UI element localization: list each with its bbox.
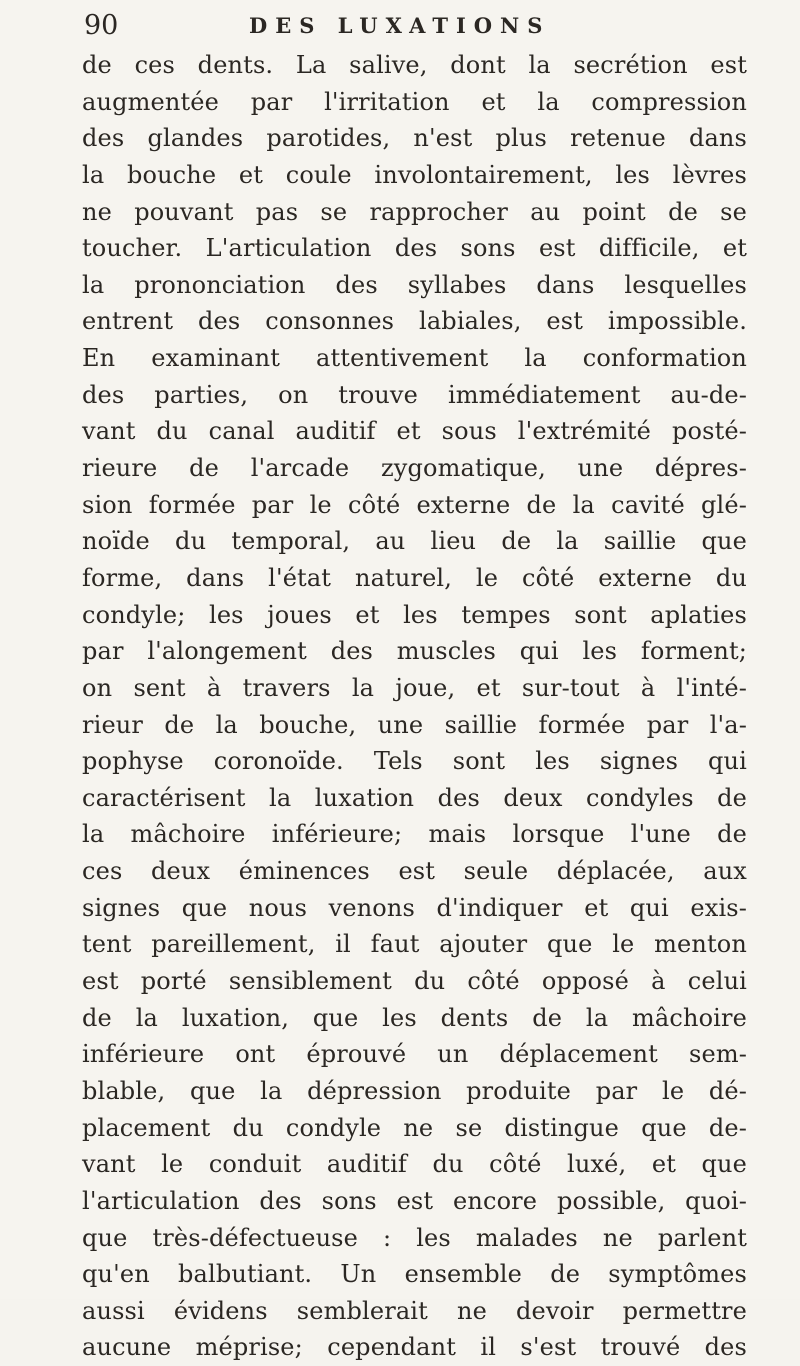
text-line: noïde du temporal, au lieu de la saillie que	[82, 527, 747, 556]
text-line: est porté sensiblement du côté opposé à celui	[82, 967, 747, 996]
text-line: on sent à travers la joue, et sur-tout à l'inté-	[82, 673, 747, 702]
text-line: vant le conduit auditif du côté luxé, et que	[82, 1150, 747, 1179]
text-line: rieure de l'arcade zygomatique, une dépres-	[82, 454, 747, 483]
text-line: pophyse coronoïde. Tels sont les signes qui	[82, 747, 747, 776]
text-line: En examinant attentivement la conformation	[82, 344, 747, 373]
text-line: condyle; les joues et les tempes sont aplaties	[82, 600, 747, 629]
running-title: DES LUXATIONS	[249, 13, 551, 38]
text-line: sion formée par le côté externe de la cavité glé-	[82, 490, 747, 519]
text-line: vant du canal auditif et sous l'extrémité posté-	[82, 417, 747, 446]
text-line: ne pouvant pas se rapprocher au point de se	[82, 197, 747, 226]
text-line: de la luxation, que les dents de la mâchoire	[82, 1003, 747, 1032]
text-line: qu'en balbutiant. Un ensemble de symptômes	[82, 1260, 747, 1289]
text-line: augmentée par l'irritation et la compression	[82, 87, 747, 116]
text-line: signes que nous venons d'indiquer et qui exis-	[82, 893, 747, 922]
text-line: de ces dents. La salive, dont la secrétion est	[82, 51, 747, 79]
text-line: ces deux éminences est seule déplacée, aux	[82, 857, 747, 886]
text-line: des glandes parotides, n'est plus retenue dans	[82, 124, 747, 153]
page-header	[84, 8, 724, 44]
text-line: des parties, on trouve immédiatement au-de-	[82, 380, 747, 409]
text-line: rieur de la bouche, une saillie formée par l'a-	[82, 710, 747, 739]
text-line: aussi évidens semblerait ne devoir permettre	[82, 1296, 747, 1325]
text-line: la prononciation des syllabes dans lesquelles	[82, 270, 747, 299]
text-line: la mâchoire inférieure; mais lorsque l'une de	[82, 820, 747, 849]
text-line: par l'alongement des muscles qui les forment;	[82, 637, 747, 666]
text-line: aucune méprise; cependant il s'est trouvé des	[82, 1333, 747, 1362]
text-line: inférieure ont éprouvé un déplacement sem-	[82, 1040, 747, 1069]
text-line: l'articulation des sons est encore possible, quoi-	[82, 1186, 747, 1215]
text-line: forme, dans l'état naturel, le côté externe du	[82, 563, 747, 592]
text-line: toucher. L'articulation des sons est difficile, et	[82, 234, 747, 263]
text-line: la bouche et coule involontairement, les lèvres	[82, 160, 747, 189]
page-number: 90	[84, 10, 119, 41]
text-line: caractérisent la luxation des deux condyles de	[82, 783, 747, 812]
body-text	[82, 47, 747, 1366]
text-line: placement du condyle ne se distingue que de-	[82, 1113, 747, 1142]
text-line: entrent des consonnes labiales, est impossible.	[82, 307, 747, 336]
text-line: que très-défectueuse : les malades ne parlent	[82, 1223, 747, 1252]
text-line: tent pareillement, il faut ajouter que le menton	[82, 930, 747, 959]
text-line: blable, que la dépression produite par le dé-	[82, 1076, 747, 1105]
